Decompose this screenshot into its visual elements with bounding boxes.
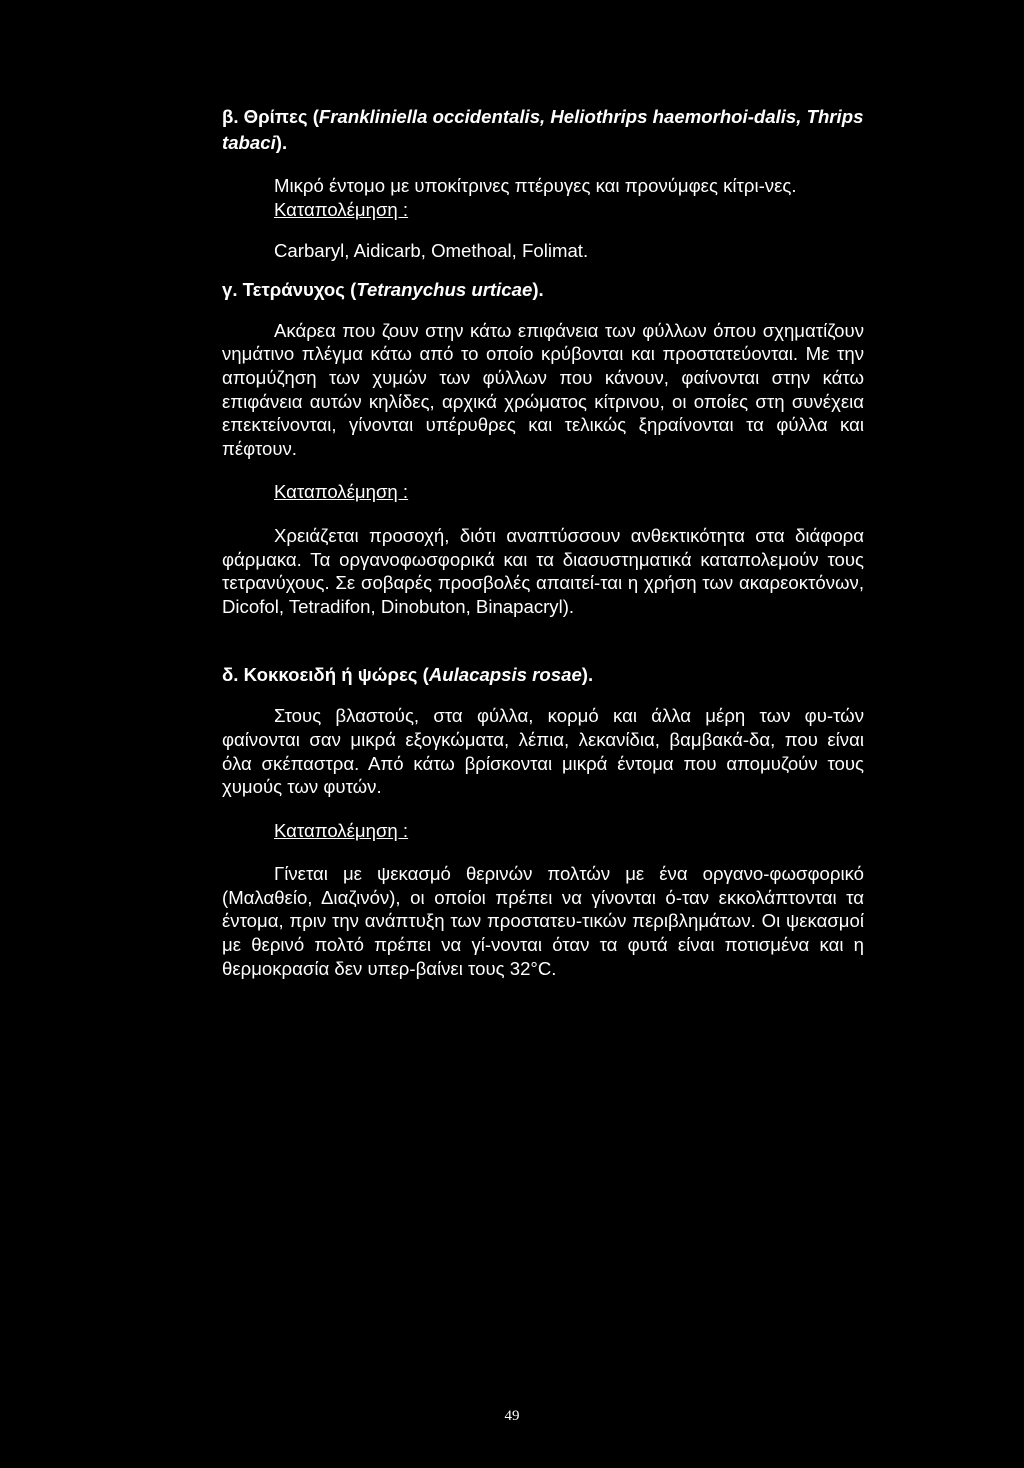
section-b-control-label: Καταπολέμηση : [274,198,409,220]
section-b-latin-names: Frankliniella occidentalis, Heliothrips haemorhoi-dalis, Thrips tabaci [222,106,864,153]
section-c-latin-name: Tetranychus urticae [356,278,533,300]
section-d-control-text: Γίνεται με ψεκασμό θερινών πολτών με ένα οργανο-φωσφορικό (Μαλαθείο, Διαζινόν), οι οποίοι πρέπει να γίνονται ό-ταν εκκολάπτονται τα έντομα, πριν την ανάπτυξη των προστατευ-τικών περιβλημάτων. Οι ψεκασμοί με θερινό πολτό πρέπει να γί-νονται όταν τα φυτά είναι ποτισμένα και η θερμοκρασία δεν υπερ-βαίνει τους 32°C. [222,863,864,979]
section-b-control-text: Carbaryl, Aidicarb, Omethoal, Folimat. [274,240,589,262]
section-d-control-label: Καταπολέμηση : [274,819,409,841]
page-number: 49 [504,1408,520,1424]
document-page [222,104,864,980]
section-d-description: Στους βλαστούς, στα φύλλα, κορμό και άλλα μέρη των φυ-τών φαίνονται σαν μικρά εξογκώματα, λέπια, λεκανίδια, βαμβακά-δα, που είναι όλα σκέπαστρα. Από κάτω βρίσκονται μικρά έντομα που απομυζούν τους χυμούς των φυτών. [222,705,864,798]
section-b-description: Μικρό έντομο με υποκίτρινες πτέρυγες και προνύμφες κίτρι-νες. [274,175,797,196]
section-d-heading: δ. Κοκκοειδή ή ψώρες (Aulacapsis rosae). [222,664,594,686]
section-d-latin-name: Aulacapsis rosae [428,664,582,686]
section-c-control-text: Χρειάζεται προσοχή, διότι αναπτύσσουν ανθεκτικότητα στα διάφορα φάρμακα. Τα οργανοφωσφορικά και τα διασυστηματικά καταπολεμούν τους τετρανύχους. Σε σοβαρές προσβολές απαιτεί-ται η χρήση των ακαρεοκτόνων, Dicofol, Tetradifon, Dinobuton, Binapacryl). [222,524,864,617]
section-c-heading: γ. Τετράνυχος (Tetranychus urticae). [222,278,544,300]
section-b-heading: β. Θρίπες (Frankliniella occidentalis, Heliothrips haemorhoi-dalis, Thrips tabaci). [222,106,864,153]
section-c-description: Ακάρεα που ζουν στην κάτω επιφάνεια των φύλλων όπου σχηματίζουν νημάτινο πλέγμα κάτω από το οποίο κρύβονται και προστατεύονται. Με την απομύζηση των χυμών των φύλλων που κάνουν, φαίνονται στην κάτω επιφάνεια αυτών κηλίδες, αρχικά χρώματος κίτρινου, οι οποίες στη συνέχεια επεκτείνονται, γίνονται υπέρυθρες και τελικώς ξηραίνονται τα φύλλα και πέφτουν. [222,319,864,459]
section-c-control-label: Καταπολέμηση : [274,481,409,503]
